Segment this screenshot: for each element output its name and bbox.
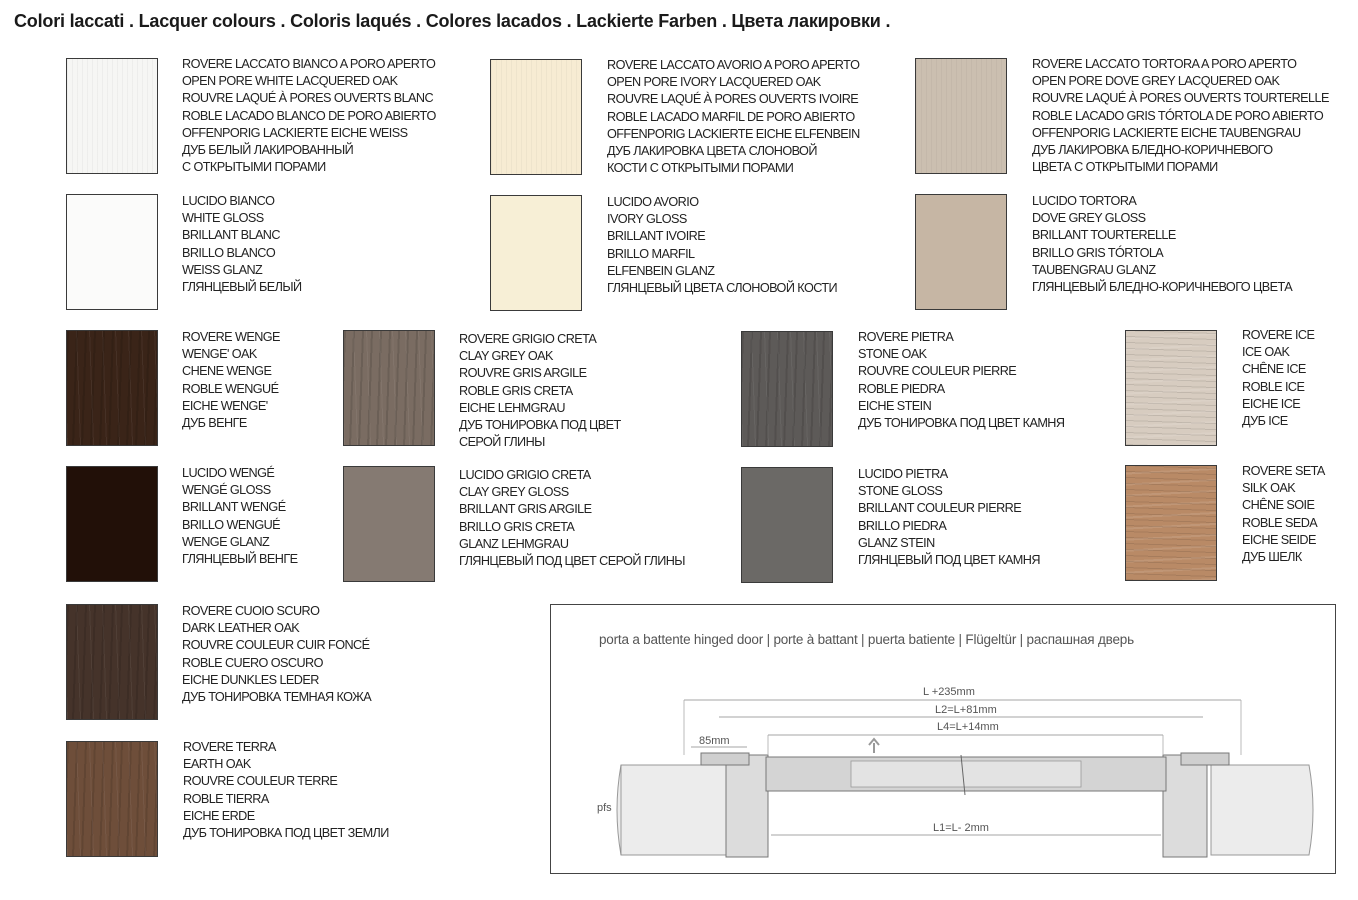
finish-label-line: EICHE ICE [1242, 395, 1301, 411]
finish-label-line: ELFENBEIN GLANZ [607, 262, 715, 278]
finish-label-line: BRILLANT COULEUR PIERRE [858, 500, 1022, 516]
finish-label-line: ROBLE SEDA [1242, 514, 1318, 530]
page-title: Colori laccati . Lacquer colours . Coloris laqués . Colores lacados . Lackierte Farben . Цвета лакировки . [14, 11, 891, 31]
finish-label-line: ГЛЯНЦЕВЫЙ ПОД ЦВЕТ СЕРОЙ ГЛИНЫ [459, 553, 685, 569]
finish-label-line: ДУБ ТОНИРОВКА ПОД ЦВЕТ КАМНЯ [858, 415, 1065, 431]
finish-label-line: TAUBENGRAU GLANZ [1032, 261, 1156, 277]
finish-label-line: BRILLO PIEDRA [858, 517, 947, 533]
finish-label-line: DARK LEATHER OAK [182, 620, 300, 636]
finish-label-line: ГЛЯНЦЕВЫЙ БЕЛЫЙ [182, 279, 302, 295]
finish-label-line: BRILLANT BLANC [182, 227, 280, 243]
finish-label-line: LUCIDO BIANCO [182, 193, 275, 208]
finish-label-line: LUCIDO WENGÉ [182, 465, 275, 480]
finish-label-line: OFFENPORIG LACKIERTE EICHE ELFENBEIN [607, 125, 860, 141]
finish-label-line: ДУБ ВЕНГЕ [182, 415, 247, 431]
dim-frame: 85mm [699, 735, 730, 747]
finish-label-line: LUCIDO AVORIO [607, 194, 699, 209]
finish-label-line: ROUVRE GRIS ARGILE [459, 365, 587, 381]
dim-l1: L1=L- 2mm [933, 822, 989, 834]
dim-l4: L4=L+14mm [937, 721, 999, 733]
swatch-lucido-tortora [915, 194, 1007, 310]
finish-label-line: STONE GLOSS [858, 483, 943, 499]
architrave-right [1181, 753, 1229, 765]
finish-label-line: WHITE GLOSS [182, 210, 264, 226]
finish-label-line: ДУБ БЕЛЫЙ ЛАКИРОВАННЫЙ [182, 142, 354, 158]
label-lucido-avorio [607, 193, 837, 296]
finish-label-line: ROVERE ICE [1242, 327, 1315, 342]
hinged-door-diagram [550, 604, 1336, 874]
finish-label-line: ROVERE CUOIO SCURO [182, 603, 320, 618]
wall-right [1211, 765, 1313, 855]
finish-label-line: ДУБ ICE [1242, 413, 1288, 429]
swatch-rovere-pietra [741, 331, 833, 447]
finish-label-line: ROVERE SETA [1242, 463, 1325, 478]
finish-label-line: BRILLO WENGUÉ [182, 516, 281, 532]
swatch-lucido-pietra [741, 467, 833, 583]
label-avorio-poro [607, 56, 860, 176]
finish-label-line: ROUVRE COULEUR PIERRE [858, 363, 1017, 379]
label-rovere-wenge [182, 328, 280, 431]
finish-label-line: CLAY GREY GLOSS [459, 484, 569, 500]
label-lucido-bianco [182, 192, 302, 295]
finish-label-line: STONE OAK [858, 346, 927, 362]
finish-label-line: EICHE LEHMGRAU [459, 399, 565, 415]
finish-label-line: WENGÉ GLOSS [182, 482, 271, 498]
label-rovere-ice [1242, 326, 1314, 429]
finish-label-line: ROBLE WENGUÉ [182, 380, 279, 396]
finish-label-line: ДУБ ШЕЛК [1242, 549, 1302, 565]
finish-label-line: ROBLE PIEDRA [858, 380, 945, 396]
finish-label-line: BRILLANT GRIS ARGILE [459, 501, 592, 517]
finish-label-line: CHÊNE ICE [1242, 361, 1306, 377]
finish-label-line: ГЛЯНЦЕВЫЙ ПОД ЦВЕТ КАМНЯ [858, 552, 1040, 568]
finish-label-line: CHÊNE SOIE [1242, 497, 1315, 513]
finish-label-line: BRILLANT IVOIRE [607, 228, 706, 244]
finish-label-line: BRILLO BLANCO [182, 244, 276, 260]
swatch-cuoio-scuro [66, 604, 158, 720]
swatch-rovere-terra [66, 741, 158, 857]
finish-label-line: ICE OAK [1242, 344, 1290, 360]
finish-label-line: ROVERE TERRA [183, 739, 276, 754]
finish-label-line: LUCIDO PIETRA [858, 466, 948, 481]
swatch-avorio-poro [490, 59, 582, 175]
finish-label-line: BRILLO GRIS CRETA [459, 518, 575, 534]
swatch-bianco-poro [66, 58, 158, 174]
architrave-left [701, 753, 749, 765]
finish-label-line: SILK OAK [1242, 480, 1296, 496]
swatch-lucido-avorio [490, 195, 582, 311]
finish-label-line: GLANZ LEHMGRAU [459, 535, 569, 551]
finish-label-line: ДУБ ТОНИРОВКА ПОД ЦВЕТ ЗЕМЛИ [183, 825, 389, 841]
finish-label-line: BRILLO MARFIL [607, 245, 695, 261]
finish-label-line: ROUVRE LAQUÉ À PORES OUVERTS TOURTERELLE [1032, 90, 1329, 106]
door-core [851, 761, 1081, 787]
finish-label-line: ROUVRE COULEUR CUIR FONCÉ [182, 637, 370, 653]
finish-label-line: EICHE ERDE [183, 807, 255, 823]
frame-left [726, 755, 768, 857]
finish-label-line: ROUVRE LAQUÉ À PORES OUVERTS BLANC [182, 90, 434, 106]
finish-label-line: ROVERE WENGE [182, 329, 280, 344]
label-rovere-pietra [858, 328, 1064, 431]
finish-label-line: ROVERE LACCATO TORTORA A PORO APERTO [1032, 56, 1297, 71]
label-bianco-poro [182, 55, 436, 175]
finish-label-line: IVORY GLOSS [607, 211, 687, 227]
finish-label-line: WENGE' OAK [182, 346, 257, 362]
swatch-tortora-poro [915, 58, 1007, 174]
finish-label-line: ROUVRE LAQUÉ À PORES OUVERTS IVOIRE [607, 91, 859, 107]
wall-left [617, 765, 726, 855]
finish-label-line: CLAY GREY OAK [459, 348, 553, 364]
finish-label-line: OPEN PORE DOVE GREY LACQUERED OAK [1032, 73, 1280, 89]
finish-label-line: ROVERE PIETRA [858, 329, 954, 344]
finish-label-line: СЕРОЙ ГЛИНЫ [459, 434, 545, 450]
dim-pfs: pfs [597, 802, 612, 814]
finish-label-line: ROBLE LACADO MARFIL DE PORO ABIERTO [607, 108, 855, 124]
label-grigio-creta [459, 330, 621, 450]
finish-label-line: WEISS GLANZ [182, 261, 263, 277]
finish-label-line: ДУБ ТОНИРОВКА ТЕМНАЯ КОЖА [182, 689, 372, 705]
dim-l2: L2=L+81mm [935, 704, 997, 716]
finish-label-line: BRILLANT WENGÉ [182, 499, 286, 515]
finish-label-line: ROVERE GRIGIO CRETA [459, 331, 597, 346]
finish-label-line: EICHE WENGE' [182, 397, 268, 413]
door-section-drawing [551, 605, 1337, 875]
label-lucido-wenge [182, 464, 298, 567]
swatch-rovere-wenge [66, 330, 158, 446]
finish-label-line: КОСТИ С ОТКРЫТЫМИ ПОРАМИ [607, 160, 794, 176]
finish-label-line: ROVERE LACCATO BIANCO A PORO APERTO [182, 56, 436, 71]
finish-label-line: ГЛЯНЦЕВЫЙ БЛЕДНО-КОРИЧНЕВОГО ЦВЕТА [1032, 279, 1293, 295]
finish-label-line: OFFENPORIG LACKIERTE EICHE TAUBENGRAU [1032, 124, 1301, 140]
swatch-rovere-seta [1125, 465, 1217, 581]
finish-label-line: ROBLE LACADO GRIS TÓRTOLA DE PORO ABIERTO [1032, 107, 1324, 123]
finish-label-line: ЦВЕТА С ОТКРЫТЫМИ ПОРАМИ [1032, 159, 1218, 175]
finish-label-line: EICHE DUNKLES LEDER [182, 671, 319, 687]
label-rovere-seta [1242, 462, 1325, 565]
finish-label-line: EARTH OAK [183, 756, 251, 772]
finish-label-line: DOVE GREY GLOSS [1032, 210, 1146, 226]
finish-label-line: ГЛЯНЦЕВЫЙ ВЕНГЕ [182, 551, 298, 567]
swatch-grigio-creta [343, 330, 435, 446]
finish-label-line: ДУБ ЛАКИРОВКА БЛЕДНО-КОРИЧНЕВОГО [1032, 142, 1273, 158]
opening-arrow [869, 739, 879, 753]
finish-label-line: GLANZ STEIN [858, 534, 935, 550]
finish-label-line: EICHE STEIN [858, 397, 932, 413]
finish-label-line: OPEN PORE WHITE LACQUERED OAK [182, 73, 398, 89]
finish-label-line: OPEN PORE IVORY LACQUERED OAK [607, 74, 821, 90]
finish-label-line: ROBLE GRIS CRETA [459, 382, 573, 398]
finish-label-line: С ОТКРЫТЫМИ ПОРАМИ [182, 159, 326, 175]
diagram-caption: porta a battente hinged door | porte à battant | puerta batiente | Flügeltür | распашная дверь [599, 632, 1134, 647]
label-lucido-grigio-creta [459, 466, 685, 569]
swatch-lucido-wenge [66, 466, 158, 582]
label-rovere-terra [183, 738, 389, 841]
frame-right [1163, 755, 1207, 857]
finish-label-line: OFFENPORIG LACKIERTE EICHE WEISS [182, 124, 408, 140]
finish-label-line: ROBLE LACADO BLANCO DE PORO ABIERTO [182, 107, 436, 123]
finish-label-line: ROVERE LACCATO AVORIO A PORO APERTO [607, 57, 860, 72]
finish-label-line: ROBLE ICE [1242, 378, 1305, 394]
finish-label-line: ДУБ ТОНИРОВКА ПОД ЦВЕТ [459, 417, 621, 433]
finish-label-line: WENGE GLANZ [182, 533, 270, 549]
finish-label-line: ROBLE CUERO OSCURO [182, 654, 323, 670]
dim-total: L +235mm [923, 686, 975, 698]
finish-label-line: ROBLE TIERRA [183, 790, 269, 806]
finish-label-line: ГЛЯНЦЕВЫЙ ЦВЕТА СЛОНОВОЙ КОСТИ [607, 280, 838, 296]
finish-label-line: BRILLO GRIS TÓRTOLA [1032, 244, 1164, 260]
label-lucido-pietra [858, 465, 1040, 568]
finish-label-line: ДУБ ЛАКИРОВКА ЦВЕТА СЛОНОВОЙ [607, 143, 817, 159]
finish-label-line: CHENE WENGE [182, 363, 272, 379]
swatch-lucido-grigio-creta [343, 466, 435, 582]
finish-label-line: LUCIDO TORTORA [1032, 193, 1137, 208]
label-tortora-poro [1032, 55, 1329, 175]
swatch-lucido-bianco [66, 194, 158, 310]
swatch-rovere-ice [1125, 330, 1217, 446]
finish-label-line: ROUVRE COULEUR TERRE [183, 773, 338, 789]
label-cuoio-scuro [182, 602, 371, 705]
finish-label-line: LUCIDO GRIGIO CRETA [459, 467, 591, 482]
finish-label-line: EICHE SEIDE [1242, 531, 1316, 547]
finish-label-line: BRILLANT TOURTERELLE [1032, 227, 1176, 243]
label-lucido-tortora [1032, 192, 1292, 295]
